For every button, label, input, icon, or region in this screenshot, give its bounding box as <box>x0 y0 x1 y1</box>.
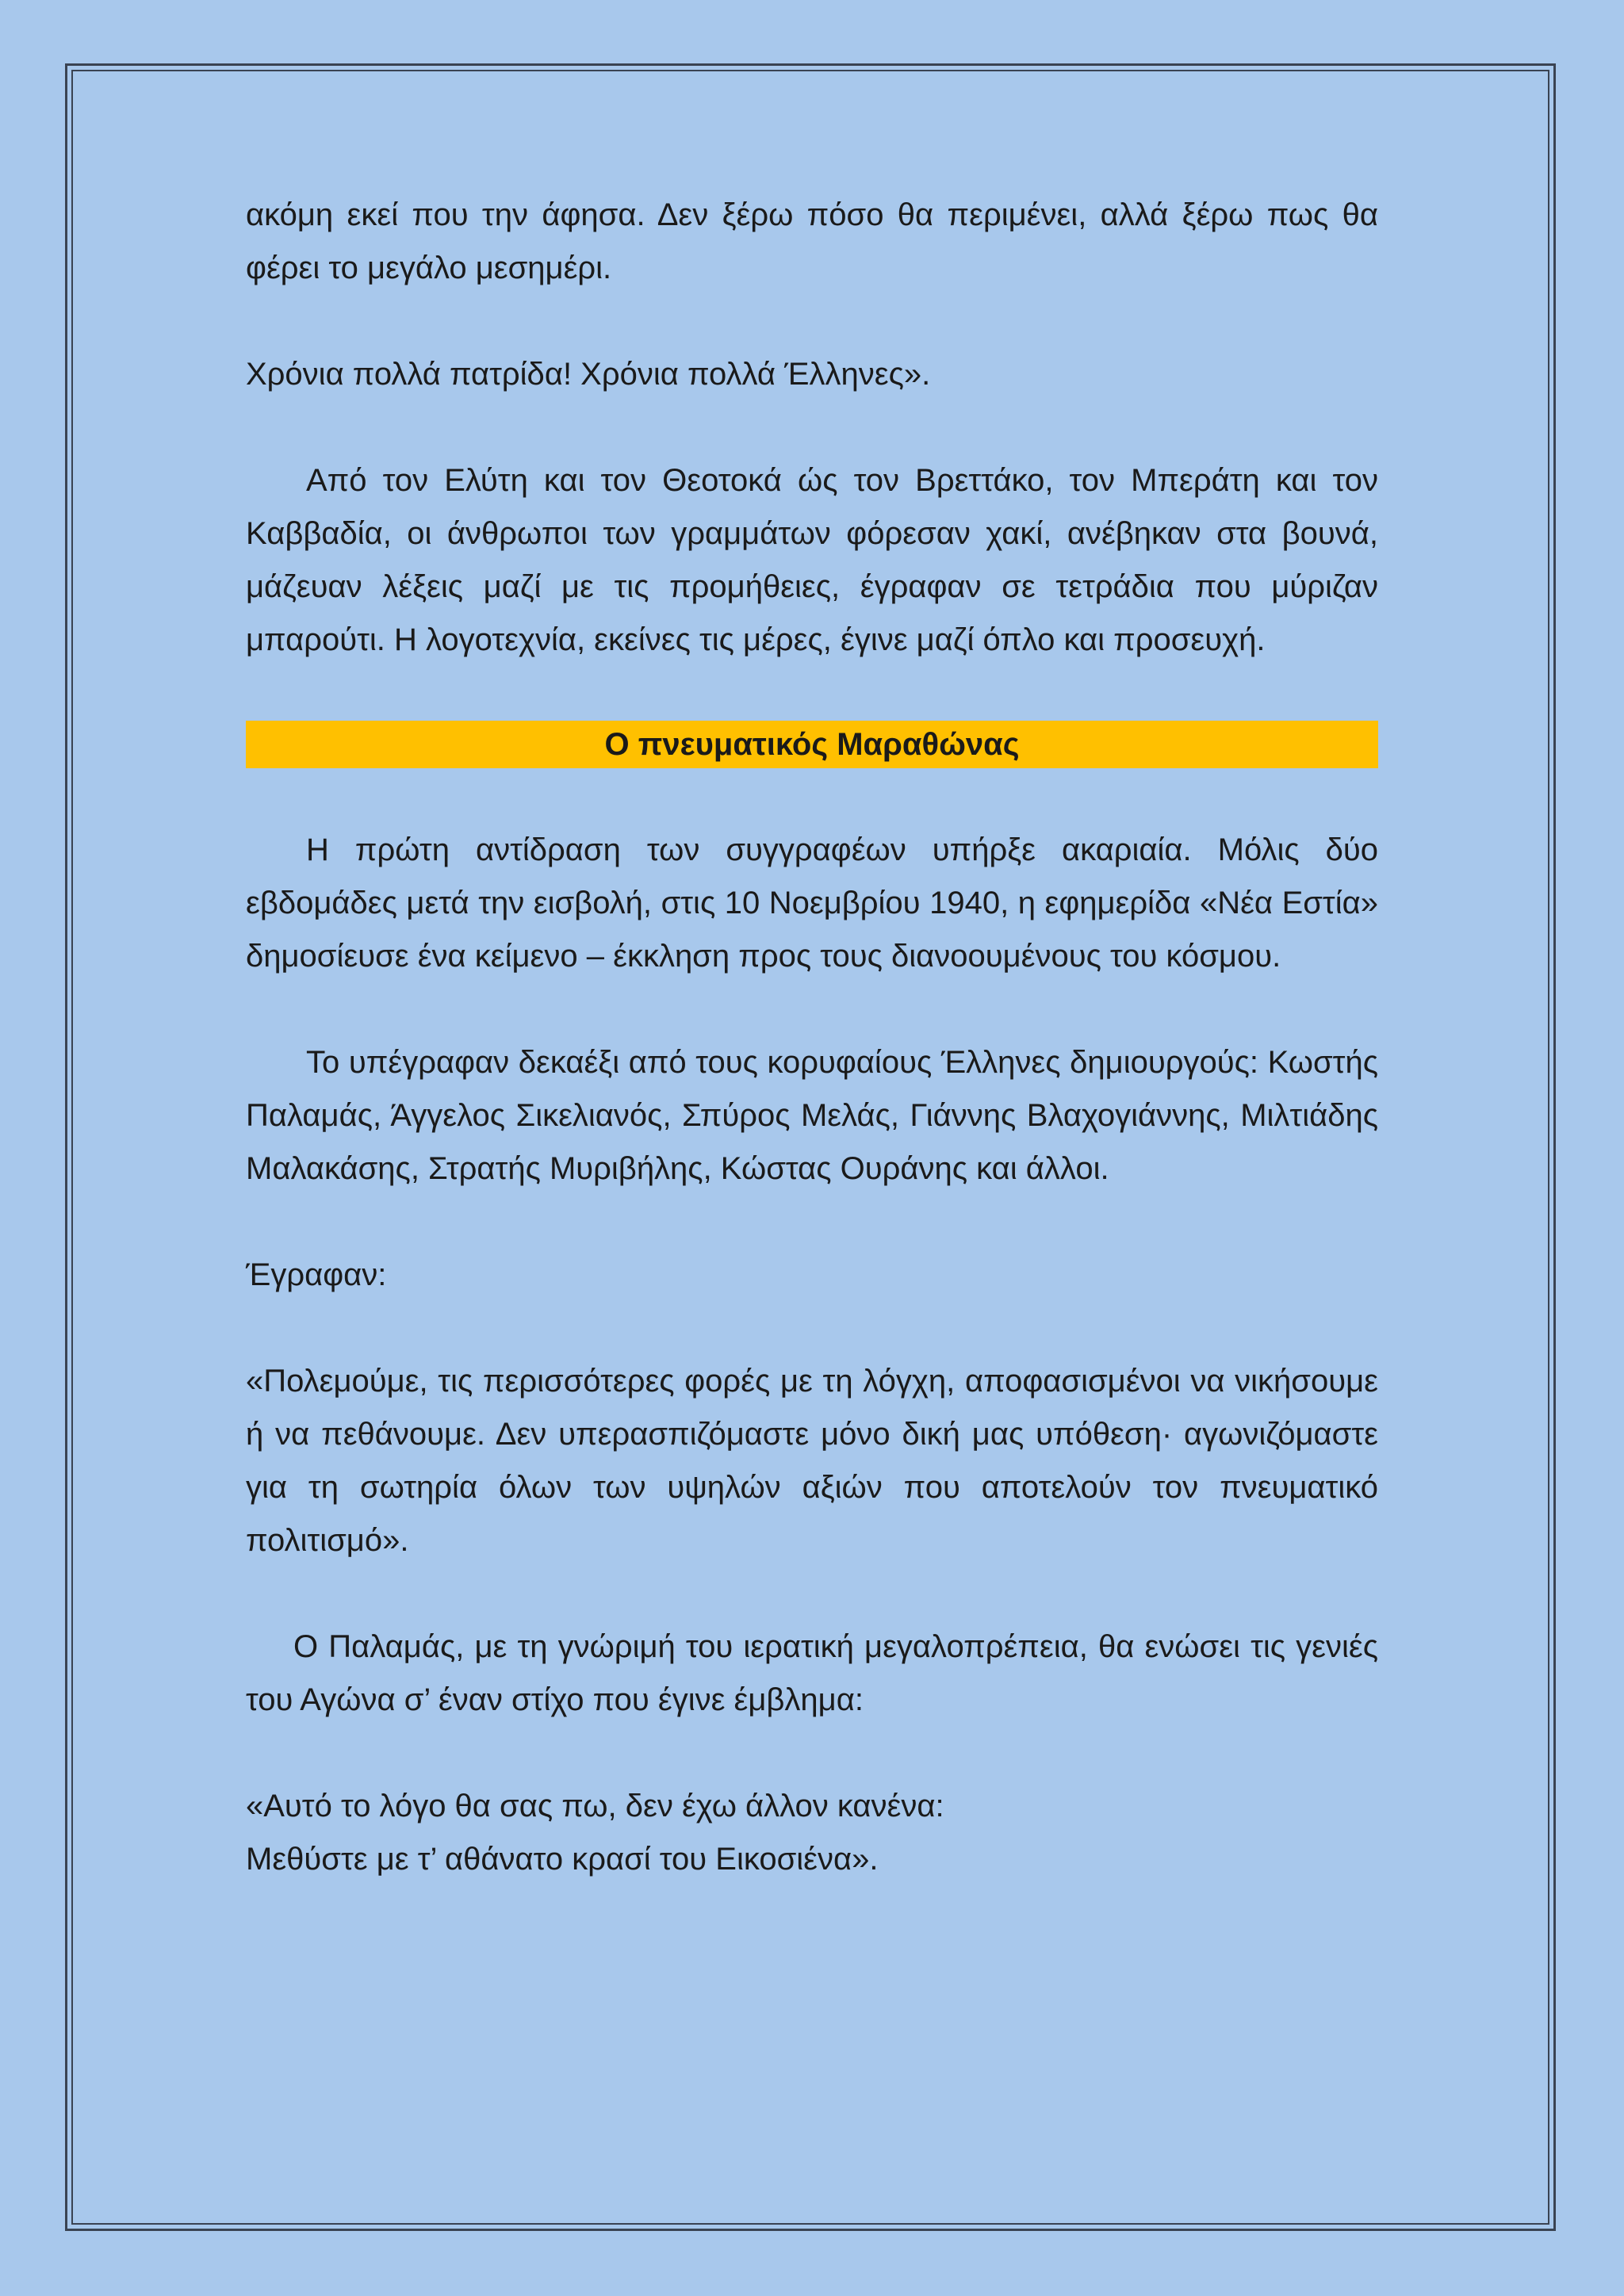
paragraph-4: Η πρώτη αντίδραση των συγγραφέων υπήρξε ακαριαία. Μόλις δύο εβδομάδες μετά την εισβολή, στις 10 Νοεμβρίου 1940, η εφημερίδα «Νέα Εστία» δημοσίευσε ένα κείμενο – έκκληση προς τους διανοουμένους του κόσμου. <box>246 832 1378 974</box>
spacer <box>246 983 1378 1036</box>
spacer <box>246 768 1378 824</box>
paragraph-7: «Πολεμούμε, τις περισσότερες φορές με τη λόγχη, αποφασισμένοι να νικήσουμε ή να πεθάνουμε. Δεν υπερασπιζόμαστε μόνο δική μας υπόθεση· αγωνιζόμαστε για τη σωτηρία όλων των υψηλών αξιών που αποτελούν τον πνευματικό πολιτισμό». <box>246 1364 1378 1558</box>
spacer <box>246 1727 1378 1780</box>
verse-line-1: «Αυτό το λόγο θα σας πω, δεν έχω άλλον κανένα: <box>246 1789 944 1823</box>
section-heading: Ο πνευματικός Μαραθώνας <box>246 721 1378 768</box>
paragraph-5: Το υπέγραφαν δεκαέξι από τους κορυφαίους Έλληνες δημιουργούς: Κωστής Παλαμάς, Άγγελος Σικελιανός, Σπύρος Μελάς, Γιάννης Βλαχογιάννης, Μιλτιάδης Μαλακάσης, Στρατής Μυριβήλης, Κώστας Ουράνης και άλλοι. <box>246 1045 1378 1186</box>
paragraph-8: Ο Παλαμάς, με τη γνώριμή του ιερατική μεγαλοπρέπεια, θα ενώσει τις γενιές του Αγώνα σ’ έναν στίχο που έγινε έμβλημα: <box>246 1629 1378 1717</box>
paragraph-6: Έγραφαν: <box>246 1257 387 1292</box>
document-body <box>246 189 1378 1886</box>
paragraph-3: Από τον Ελύτη και τον Θεοτοκά ώς τον Βρεττάκο, τον Μπεράτη και τον Καββαδία, οι άνθρωποι των γραμμάτων φόρεσαν χακί, ανέβηκαν στα βουνά, μάζευαν λέξεις μαζί με τις προμήθειες, έγραφαν σε τετράδια που μύριζαν μπαρούτι. Η λογοτεχνία, εκείνες τις μέρες, έγινε μαζί όπλο και προσευχή. <box>246 463 1378 657</box>
spacer <box>246 1567 1378 1621</box>
spacer <box>246 295 1378 348</box>
spacer <box>246 1196 1378 1249</box>
paragraph-1: ακόμη εκεί που την άφησα. Δεν ξέρω πόσο θα περιμένει, αλλά ξέρω πως θα φέρει το μεγάλο μεσημέρι. <box>246 197 1378 285</box>
verse-line-2: Μεθύστε με τ’ αθάνατο κρασί του Εικοσιένα». <box>246 1842 879 1877</box>
spacer <box>246 401 1378 454</box>
spacer <box>246 1302 1378 1355</box>
paragraph-2: Χρόνια πολλά πατρίδα! Χρόνια πολλά Έλληνες». <box>246 357 931 392</box>
spacer <box>246 667 1378 718</box>
